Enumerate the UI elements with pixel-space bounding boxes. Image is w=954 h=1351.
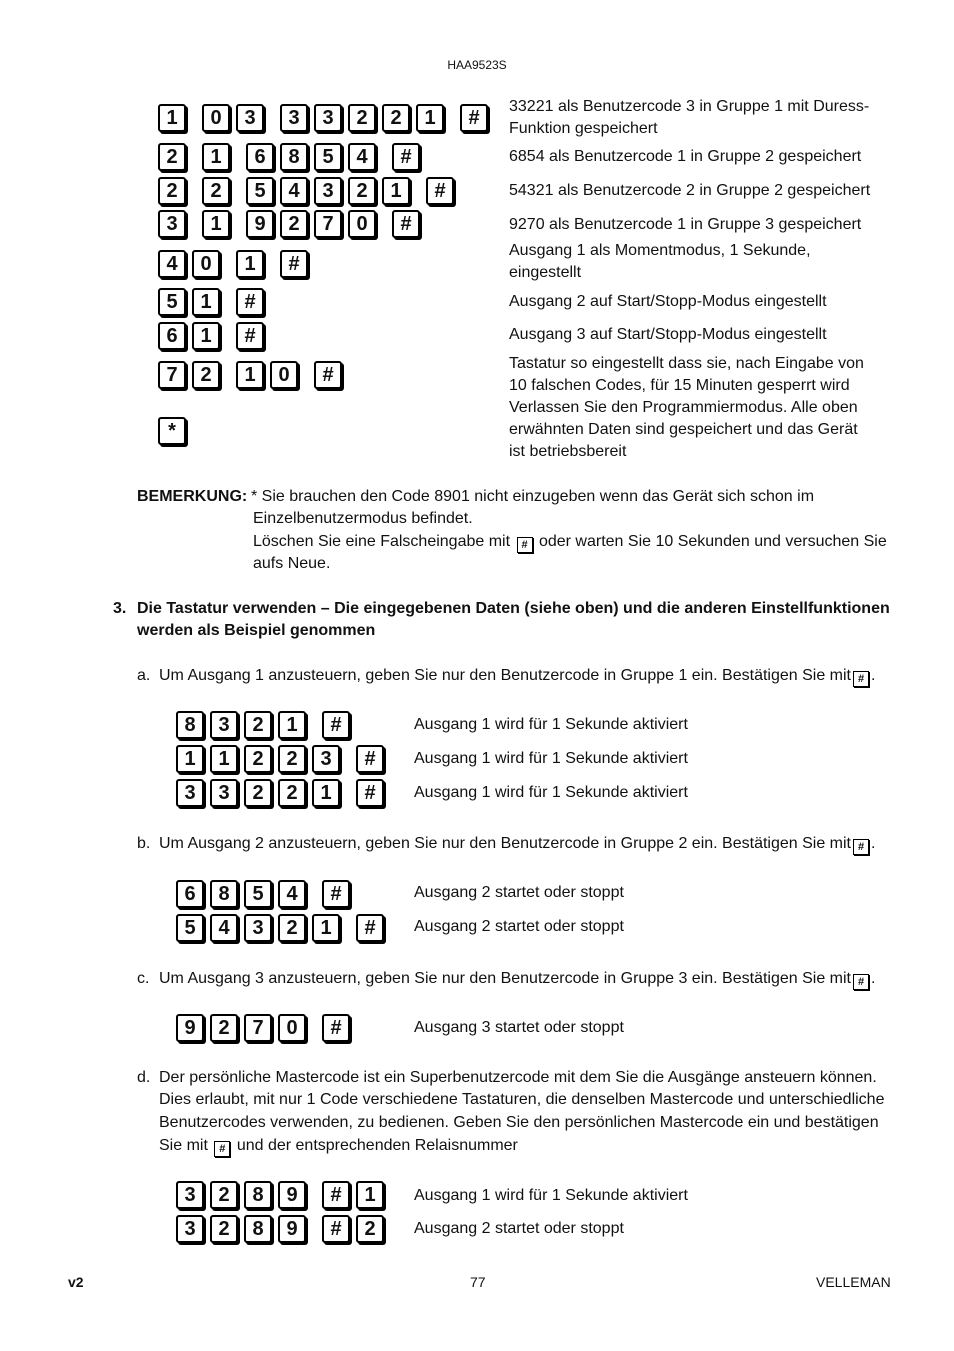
keypad-key: 1 [192,322,220,350]
keypad-key: 8 [244,1215,272,1243]
keypad-key: 4 [158,250,186,278]
keypad-key: 5 [246,177,274,205]
keypad-key: 1 [278,711,306,739]
keypad-key: 2 [210,1014,238,1042]
keypad-key: 1 [416,104,444,132]
item-d-row-1-keys [176,1181,390,1209]
program-row-2-keys [158,143,426,171]
keypad-key: 2 [382,104,410,132]
item-d-line-1: Der persönliche Mastercode ist ein Superbenutzercode mit dem Sie die Ausgänge ansteuern können. [159,1069,877,1086]
keypad-key: 3 [314,177,342,205]
keypad-key: 2 [244,711,272,739]
keypad-key: 1 [382,177,410,205]
keypad-key: 9 [278,1215,306,1243]
item-b-row-1-keys [176,880,356,908]
keypad-key: 3 [158,210,186,238]
hash-key-icon: # [392,143,420,171]
program-row-5-description: Ausgang 1 als Momentmodus, 1 Sekunde, eingestellt [509,242,811,281]
item-c-text: Um Ausgang 3 anzusteuern, geben Sie nur den Benutzercode in Gruppe 3 ein. Bestätigen Sie mit # . [159,970,876,988]
keypad-key: 6 [158,322,186,350]
keypad-key: 2 [210,1215,238,1243]
keypad-key: 5 [158,288,186,316]
hash-key-icon: # [322,1014,350,1042]
hash-key-icon: # [853,839,869,855]
item-d-line-4 [159,1135,518,1157]
program-row-7-description: Ausgang 3 auf Start/Stopp-Modus eingestellt [509,326,827,343]
item-a-row-1-keys [176,711,356,739]
keypad-key: 1 [356,1181,384,1209]
keypad-key: 9 [246,210,274,238]
item-b-text: Um Ausgang 2 anzusteuern, geben Sie nur den Benutzercode in Gruppe 2 ein. Bestätigen Sie mit # . [159,835,876,853]
hash-key-icon: # [517,537,533,553]
hash-key-icon: # [853,671,869,687]
item-c-letter: c. [137,970,150,987]
keypad-key: 2 [244,779,272,807]
keypad-key: 8 [176,711,204,739]
item-a-letter: a. [137,667,151,684]
program-row-8-keys [158,361,348,389]
item-d-letter: d. [137,1069,151,1086]
program-row-4-description: 9270 als Benutzercode 1 in Gruppe 3 gespeichert [509,216,862,233]
program-row-1-description: 33221 als Benutzercode 3 in Gruppe 1 mit Duress- Funktion gespeichert [509,98,870,137]
program-row-9-keys [158,417,192,445]
keypad-key: 2 [278,779,306,807]
keypad-key: 3 [312,745,340,773]
keypad-key: 5 [244,880,272,908]
section-title-line-2: werden als Beispiel genommen [137,622,376,639]
footer-brand: VELLEMAN [816,1274,891,1290]
item-b-text-body: Um Ausgang 2 anzusteuern, geben Sie nur den Benutzercode in Gruppe 2 ein. Bestätigen Sie mit [159,835,851,852]
keypad-key: 4 [348,143,376,171]
keypad-key: 2 [280,210,308,238]
hash-key-icon: # [853,974,869,990]
keypad-key: 3 [176,1215,204,1243]
keypad-key: 8 [210,880,238,908]
program-row-5-keys [158,250,314,278]
keypad-key: 3 [236,104,264,132]
program-row-7-keys [158,322,270,350]
hash-key-icon: # [214,1141,230,1157]
note-line-3b: oder warten Sie 10 Sekunden und versuchen Sie [538,533,887,550]
note-line-3 [253,531,887,553]
hash-key-icon: # [314,361,342,389]
hash-key-icon: # [236,288,264,316]
item-d-line-4a: Sie mit [159,1137,208,1154]
keypad-key: 5 [314,143,342,171]
keypad-key: 1 [158,104,186,132]
hash-key-icon: # [322,1181,350,1209]
program-row-2-description: 6854 als Benutzercode 1 in Gruppe 2 gespeichert [509,148,862,165]
document-model-header: HAA9523S [447,58,507,72]
footer-page-number: 77 [470,1274,486,1290]
keypad-key: 1 [236,361,264,389]
keypad-key: 1 [312,779,340,807]
keypad-key: 3 [210,711,238,739]
item-b-letter: b. [137,835,151,852]
program-row-8-description: Tastatur so eingestellt dass sie, nach Eingabe von 10 falschen Codes, für 15 Minuten gesperrt wird [509,355,864,394]
item-b-row-1-description: Ausgang 2 startet oder stoppt [414,884,624,901]
keypad-key: 1 [210,745,238,773]
keypad-key: 1 [236,250,264,278]
keypad-key: 3 [210,779,238,807]
keypad-key: 7 [314,210,342,238]
keypad-key: 4 [280,177,308,205]
item-d-line-4b: und der entsprechenden Relaisnummer [236,1137,518,1154]
program-row-4-keys [158,210,426,238]
item-a-text: Um Ausgang 1 anzusteuern, geben Sie nur den Benutzercode in Gruppe 1 ein. Bestätigen Sie mit # . [159,667,876,685]
keypad-key: 2 [278,914,306,942]
item-c-text-body: Um Ausgang 3 anzusteuern, geben Sie nur den Benutzercode in Gruppe 3 ein. Bestätigen Sie mit [159,970,851,987]
keypad-key: 2 [158,177,186,205]
keypad-key: 1 [202,143,230,171]
hash-key-icon: # [460,104,488,132]
keypad-key: 9 [278,1181,306,1209]
item-a-row-1-description: Ausgang 1 wird für 1 Sekunde aktiviert [414,716,688,733]
program-row-1-keys [158,104,494,132]
keypad-key: 2 [210,1181,238,1209]
section-title-line-1: Die Tastatur verwenden – Die eingegebenen Daten (siehe oben) und die anderen Einstellfunktionen [137,600,890,617]
keypad-key: 2 [348,177,376,205]
program-row-3-description: 54321 als Benutzercode 2 in Gruppe 2 gespeichert [509,182,871,199]
keypad-key: 3 [244,914,272,942]
star-key-icon: * [158,417,186,445]
keypad-key: 0 [192,250,220,278]
program-row-6-keys [158,288,270,316]
keypad-key: 0 [270,361,298,389]
hash-key-icon: # [392,210,420,238]
note-line-4: aufs Neue. [253,555,331,572]
keypad-key: 2 [192,361,220,389]
keypad-key: 7 [158,361,186,389]
item-a-row-3-description: Ausgang 1 wird für 1 Sekunde aktiviert [414,784,688,801]
keypad-key: 0 [278,1014,306,1042]
item-b-row-2-keys [176,914,390,942]
item-a-row-3-keys [176,779,390,807]
item-d-line-2: Dies erlaubt, mit nur 1 Code verschiedene Tastaturen, die denselben Mastercode und unterschiedliche [159,1091,885,1108]
keypad-key: 3 [314,104,342,132]
keypad-key: 6 [246,143,274,171]
keypad-key: 2 [158,143,186,171]
hash-key-icon: # [356,779,384,807]
keypad-key: 3 [176,1181,204,1209]
keypad-key: 6 [176,880,204,908]
hash-key-icon: # [280,250,308,278]
footer-version: v2 [68,1274,84,1290]
keypad-key: 4 [210,914,238,942]
item-d-row-1-description: Ausgang 1 wird für 1 Sekunde aktiviert [414,1187,688,1204]
keypad-key: 1 [176,745,204,773]
keypad-key: 0 [348,210,376,238]
hash-key-icon: # [322,711,350,739]
hash-key-icon: # [322,880,350,908]
item-c-row-1-keys [176,1014,356,1042]
hash-key-icon: # [426,177,454,205]
keypad-key: 3 [176,779,204,807]
keypad-key: 8 [280,143,308,171]
hash-key-icon: # [356,914,384,942]
keypad-key: 1 [192,288,220,316]
keypad-key: 1 [312,914,340,942]
hash-key-icon: # [356,745,384,773]
keypad-key: 3 [280,104,308,132]
section-number: 3. [113,600,127,617]
keypad-key: 2 [244,745,272,773]
keypad-key: 2 [278,745,306,773]
program-row-9-description: Verlassen Sie den Programmiermodus. Alle oben erwähnten Daten sind gespeichert und das Gerät ist betriebsbereit [509,399,858,460]
item-c-row-1-description: Ausgang 3 startet oder stoppt [414,1019,624,1036]
keypad-key: 2 [348,104,376,132]
item-a-row-2-description: Ausgang 1 wird für 1 Sekunde aktiviert [414,750,688,767]
item-d-row-2-keys [176,1215,390,1243]
note-label: BEMERKUNG: [137,488,248,505]
keypad-key: 4 [278,880,306,908]
keypad-key: 2 [356,1215,384,1243]
note-line-1: * Sie brauchen den Code 8901 nicht einzugeben wenn das Gerät sich schon im [251,488,815,505]
item-a-text-body: Um Ausgang 1 anzusteuern, geben Sie nur den Benutzercode in Gruppe 1 ein. Bestätigen Sie mit [159,667,851,684]
keypad-key: 9 [176,1014,204,1042]
item-a-row-2-keys [176,745,390,773]
note-line-3a: Löschen Sie eine Falscheingabe mit [253,533,511,550]
item-b-row-2-description: Ausgang 2 startet oder stoppt [414,918,624,935]
keypad-key: 0 [202,104,230,132]
keypad-key: 5 [176,914,204,942]
program-row-3-keys [158,177,460,205]
note-line-2: Einzelbenutzermodus befindet. [253,510,473,527]
hash-key-icon: # [236,322,264,350]
keypad-key: 8 [244,1181,272,1209]
keypad-key: 2 [202,177,230,205]
keypad-key: 7 [244,1014,272,1042]
item-d-line-3: Benutzercodes verwenden, zu bedienen. Geben Sie den persönlichen Mastercode ein und bestätigen [159,1114,879,1131]
hash-key-icon: # [322,1215,350,1243]
keypad-key: 1 [202,210,230,238]
item-d-row-2-description: Ausgang 2 startet oder stoppt [414,1220,624,1237]
program-row-6-description: Ausgang 2 auf Start/Stopp-Modus eingestellt [509,293,827,310]
